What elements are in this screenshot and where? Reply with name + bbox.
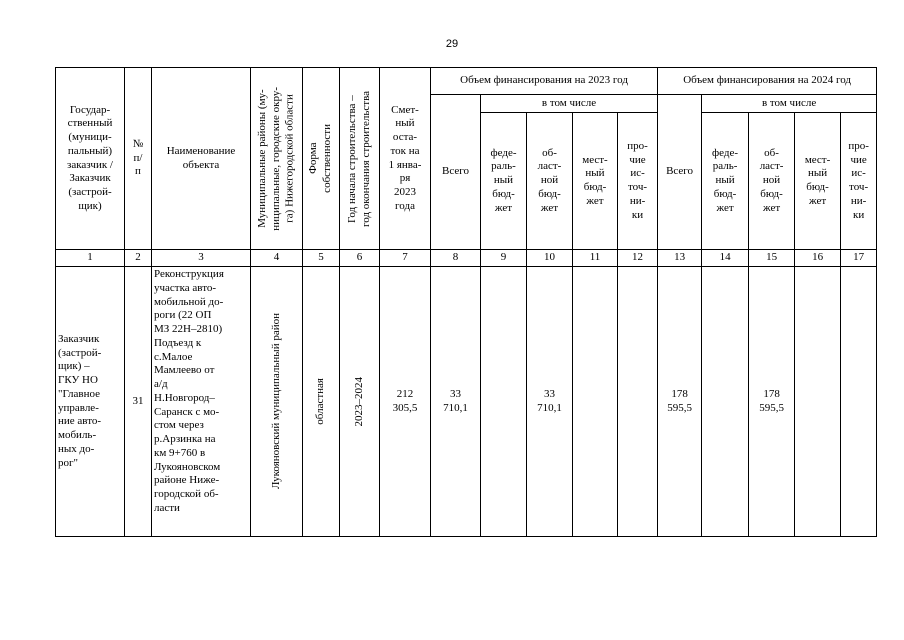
page-number: 29 [445, 38, 459, 50]
header-total-2024: Всего [658, 95, 702, 250]
financing-table [55, 67, 877, 537]
header-estimate: Смет- ный оста- ток на 1 янва- ря 2023 года [380, 68, 431, 250]
cell-federal-2024 [702, 267, 749, 537]
cell-local-2024 [795, 267, 841, 537]
column-number: 5 [303, 250, 340, 267]
cell-ownership-cell [303, 267, 340, 537]
header-federal-2023: феде- раль- ный бюд- жет [481, 113, 527, 250]
cell-total-2023: 33 710,1 [431, 267, 481, 537]
header-including-2023: в том числе [481, 95, 658, 113]
column-number: 8 [431, 250, 481, 267]
cell-customer: Заказчик (застрой- щик) – ГКУ НО "Главное управле- ние авто- мобиль- ных до- рог" [56, 267, 125, 537]
header-number: № п/ п [125, 68, 152, 250]
cell-federal-2023 [481, 267, 527, 537]
header-local-2024: мест- ный бюд- жет [795, 113, 841, 250]
column-number: 11 [573, 250, 618, 267]
column-number: 3 [152, 250, 251, 267]
header-total-2023: Всего [431, 95, 481, 250]
column-number: 1 [56, 250, 125, 267]
cell-other-2024 [841, 267, 877, 537]
header-ownership-cell [303, 68, 340, 250]
column-number: 4 [251, 250, 303, 267]
column-number: 17 [841, 250, 877, 267]
cell-district-cell [251, 267, 303, 537]
column-number: 15 [749, 250, 795, 267]
table-row [56, 267, 877, 537]
header-local-2023: мест- ный бюд- жет [573, 113, 618, 250]
cell-years-cell [340, 267, 380, 537]
cell-regional-2023: 33 710,1 [527, 267, 573, 537]
header-years: Год начала строительства – год окончания строительства [345, 90, 372, 227]
cell-district: Лукояновский муниципальный район [269, 313, 282, 490]
column-number: 10 [527, 250, 573, 267]
header-fin-2023: Объем финансирования на 2023 год [431, 68, 658, 95]
cell-number: 31 [125, 267, 152, 537]
cell-total-2024: 178 595,5 [658, 267, 702, 537]
header-federal-2024: феде- раль- ный бюд- жет [702, 113, 749, 250]
header-object-name: Наименование объекта [152, 68, 251, 250]
column-number: 13 [658, 250, 702, 267]
column-number: 16 [795, 250, 841, 267]
header-customer: Государ- ственный (муници- пальный) заказчик / Заказчик (застрой- щик) [56, 68, 125, 250]
cell-other-2023 [618, 267, 658, 537]
header-regional-2023: об- ласт- ной бюд- жет [527, 113, 573, 250]
header-other-2024: про- чие ис- точ- ни- ки [841, 113, 877, 250]
header-districts-cell [251, 68, 303, 250]
cell-estimate: 212 305,5 [380, 267, 431, 537]
column-number: 14 [702, 250, 749, 267]
header-including-2024: в том числе [702, 95, 877, 113]
header-years-cell [340, 68, 380, 250]
cell-ownership: областная [314, 378, 327, 425]
cell-years: 2023–2024 [352, 376, 365, 427]
header-districts: Муниципальные районы (му- ниципальные, городские окру- га) Нижегородской области [255, 86, 296, 231]
column-number: 9 [481, 250, 527, 267]
column-number: 7 [380, 250, 431, 267]
cell-object-name: Реконструкция участка авто- мобильной до- роги (22 ОП МЗ 22Н–2810) Подъезд к с.Малое Мамлеево от а/д Н.Новгород– Саранск с мо- стом через р.Арзинка на км 9+760 в Лукояновском районе Ниже- городской об- ласти [152, 267, 251, 537]
cell-local-2023 [573, 267, 618, 537]
header-regional-2024: об- ласт- ной бюд- жет [749, 113, 795, 250]
column-number-row [56, 250, 877, 267]
header-ownership: Форма собственности [307, 124, 333, 193]
header-fin-2024: Объем финансирования на 2024 год [658, 68, 877, 95]
column-number: 12 [618, 250, 658, 267]
header-other-2023: про- чие ис- точ- ни- ки [618, 113, 658, 250]
column-number: 2 [125, 250, 152, 267]
cell-regional-2024: 178 595,5 [749, 267, 795, 537]
column-number: 6 [340, 250, 380, 267]
